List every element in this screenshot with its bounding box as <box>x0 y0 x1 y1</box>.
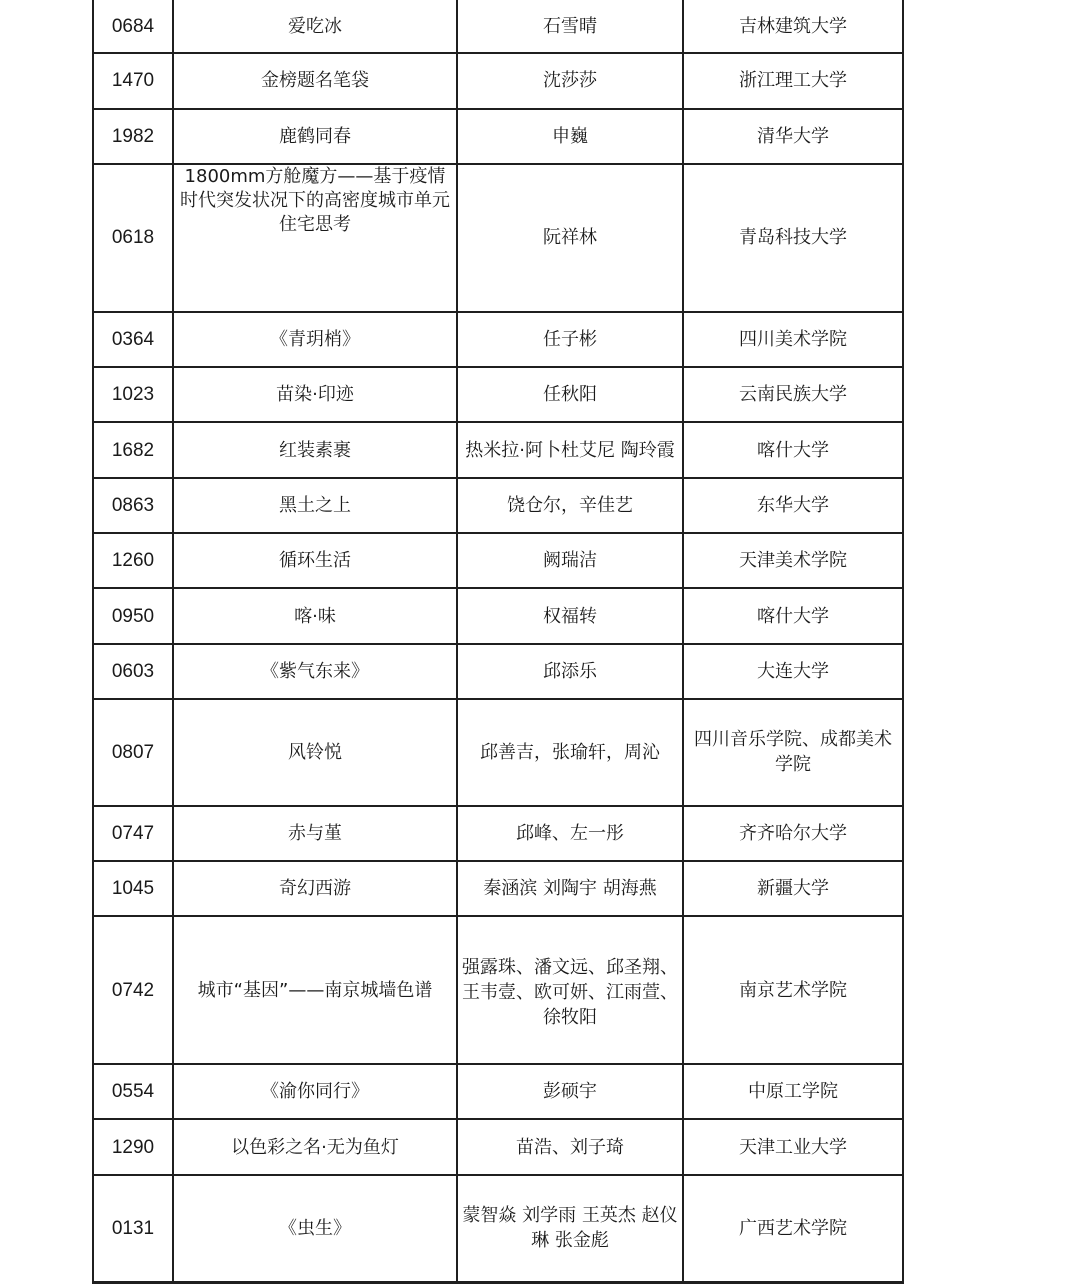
entry-school: 青岛科技大学 <box>683 164 903 312</box>
entry-school: 浙江理工大学 <box>683 53 903 108</box>
entry-id: 0603 <box>93 644 173 699</box>
entry-school: 新疆大学 <box>683 861 903 916</box>
entry-school: 云南民族大学 <box>683 367 903 422</box>
entry-title: 循环生活 <box>173 533 457 588</box>
table-row <box>93 53 903 108</box>
entry-id: 1982 <box>93 109 173 164</box>
results-table <box>92 0 904 1284</box>
entry-school: 喀什大学 <box>683 588 903 643</box>
entry-school: 清华大学 <box>683 109 903 164</box>
entry-id: 0364 <box>93 312 173 367</box>
entry-id: 0131 <box>93 1175 173 1283</box>
entry-authors-text: 强露珠、潘文远、邱圣翔、王韦壹、欧可妍、江雨萱、徐牧阳 <box>462 957 678 1026</box>
entry-id: 0807 <box>93 699 173 806</box>
entry-school: 天津工业大学 <box>683 1119 903 1174</box>
table-row <box>93 0 903 53</box>
entry-authors: 阙瑞洁 <box>457 533 683 588</box>
entry-authors: 任秋阳 <box>457 367 683 422</box>
entry-id: 1023 <box>93 367 173 422</box>
entry-school: 吉林建筑大学 <box>683 0 903 53</box>
entry-id: 1470 <box>93 53 173 108</box>
table-row <box>93 164 903 312</box>
table-row <box>93 478 903 533</box>
entry-title: 《青玥梢》 <box>173 312 457 367</box>
entry-title <box>173 164 457 312</box>
entry-school: 大连大学 <box>683 644 903 699</box>
table-row <box>93 367 903 422</box>
entry-authors: 邱善吉，张瑜轩，周沁 <box>457 699 683 806</box>
entry-school: 南京艺术学院 <box>683 916 903 1064</box>
entry-authors: 权福转 <box>457 588 683 643</box>
entry-school: 东华大学 <box>683 478 903 533</box>
table-row <box>93 422 903 477</box>
entry-title: 鹿鹤同春 <box>173 109 457 164</box>
entry-title: 金榜题名笔袋 <box>173 53 457 108</box>
entry-id: 0950 <box>93 588 173 643</box>
entry-authors <box>457 916 683 1064</box>
entry-title: 以色彩之名·无为鱼灯 <box>173 1119 457 1174</box>
entry-id: 1682 <box>93 422 173 477</box>
entry-title: 红装素裹 <box>173 422 457 477</box>
table-row <box>93 588 903 643</box>
entry-title: 《渝你同行》 <box>173 1064 457 1119</box>
entry-school: 四川音乐学院、成都美术学院 <box>683 699 903 806</box>
entry-id: 0742 <box>93 916 173 1064</box>
entry-id: 0684 <box>93 0 173 53</box>
entry-id: 1045 <box>93 861 173 916</box>
entry-authors: 苗浩、刘子琦 <box>457 1119 683 1174</box>
entry-title-text: 1800mm方舱魔方——基于疫情时代突发状况下的高密度城市单元住宅思考 <box>180 166 450 236</box>
entry-authors: 申巍 <box>457 109 683 164</box>
entry-school: 齐齐哈尔大学 <box>683 806 903 861</box>
entry-school: 广西艺术学院 <box>683 1175 903 1283</box>
entry-authors: 阮祥林 <box>457 164 683 312</box>
table-row <box>93 1119 903 1174</box>
entry-authors: 彭硕宇 <box>457 1064 683 1119</box>
table-row <box>93 916 903 1064</box>
table-row <box>93 533 903 588</box>
entry-id: 1260 <box>93 533 173 588</box>
entry-authors: 秦涵滨 刘陶宇 胡海燕 <box>457 861 683 916</box>
entry-title: 奇幻西游 <box>173 861 457 916</box>
entry-school: 四川美术学院 <box>683 312 903 367</box>
table-row <box>93 1064 903 1119</box>
entry-title: 赤与堇 <box>173 806 457 861</box>
table-row <box>93 644 903 699</box>
entry-title: 苗染·印迹 <box>173 367 457 422</box>
entry-id: 0618 <box>93 164 173 312</box>
entry-title: 喀·味 <box>173 588 457 643</box>
entry-authors: 蒙智焱 刘学雨 王英杰 赵仪琳 张金彪 <box>457 1175 683 1283</box>
entry-id: 1290 <box>93 1119 173 1174</box>
table-row <box>93 861 903 916</box>
entry-school: 喀什大学 <box>683 422 903 477</box>
entry-id: 0554 <box>93 1064 173 1119</box>
table-row <box>93 699 903 806</box>
entry-authors: 沈莎莎 <box>457 53 683 108</box>
entry-title: 城市“基因”——南京城墙色谱 <box>173 916 457 1064</box>
table-row <box>93 806 903 861</box>
entry-id: 0863 <box>93 478 173 533</box>
entry-authors: 饶仓尔，辛佳艺 <box>457 478 683 533</box>
entry-title: 《虫生》 <box>173 1175 457 1283</box>
entry-id: 0747 <box>93 806 173 861</box>
entry-title: 风铃悦 <box>173 699 457 806</box>
entry-school: 中原工学院 <box>683 1064 903 1119</box>
entry-authors: 邱添乐 <box>457 644 683 699</box>
entry-authors: 邱峰、左一彤 <box>457 806 683 861</box>
entry-title: 黑土之上 <box>173 478 457 533</box>
entry-authors: 石雪晴 <box>457 0 683 53</box>
entry-authors: 热米拉·阿卜杜艾尼 陶玲霞 <box>457 422 683 477</box>
entry-school: 天津美术学院 <box>683 533 903 588</box>
entry-authors: 任子彬 <box>457 312 683 367</box>
entry-title: 《紫气东来》 <box>173 644 457 699</box>
table-row <box>93 312 903 367</box>
table-row <box>93 1175 903 1283</box>
entry-title: 爱吃冰 <box>173 0 457 53</box>
results-table-container <box>92 0 902 1284</box>
table-row <box>93 109 903 164</box>
